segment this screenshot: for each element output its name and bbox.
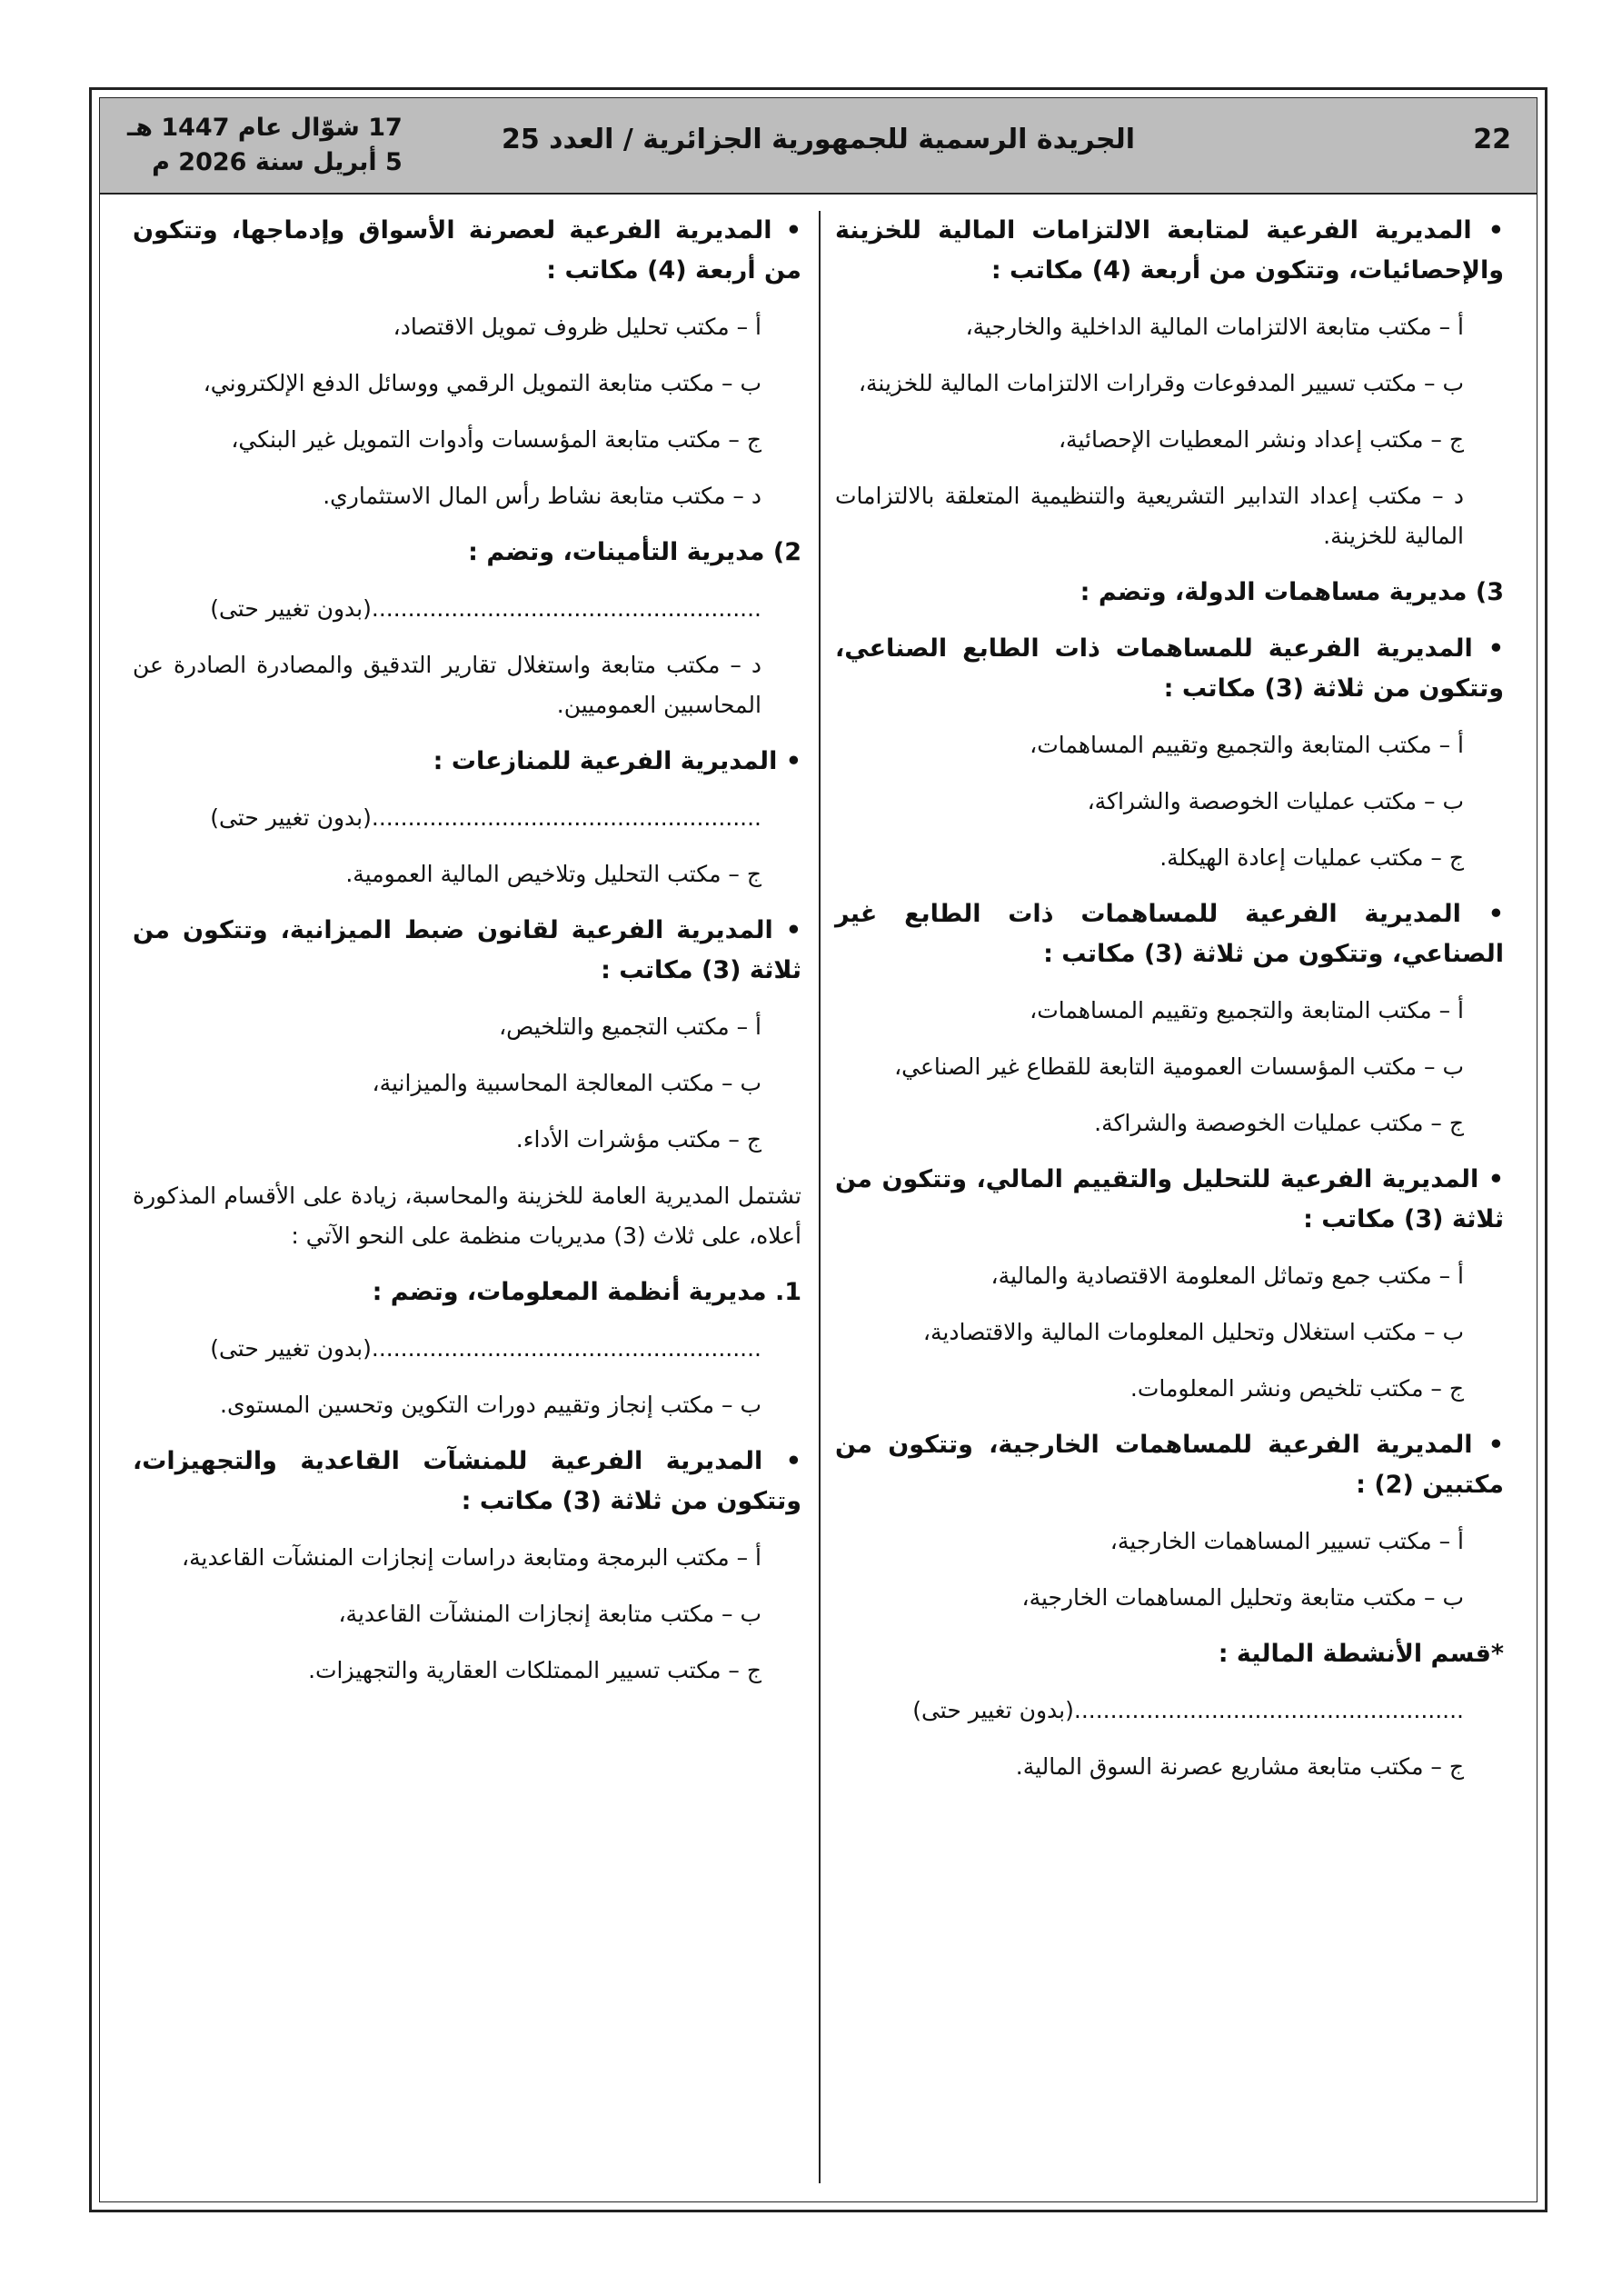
paragraph: أ – مكتب المتابعة والتجميع وتقييم المساهمات، xyxy=(1030,997,1464,1023)
paragraph: ج – مكتب تسيير الممتلكات العقارية والتجهيزات. xyxy=(308,1657,761,1683)
paragraph: • المديرية الفرعية لعصرنة الأسواق وإدماجها، وتتكون من أربعة (4) مكاتب : xyxy=(133,216,801,285)
page xyxy=(36,36,1586,2260)
paragraph: أ – مكتب تحليل ظروف تمويل الاقتصاد، xyxy=(393,314,761,340)
paragraph: • المديرية الفرعية للمساهمات ذات الطابع الصناعي، وتتكون من ثلاثة (3) مكاتب : xyxy=(835,634,1504,703)
paragraph: ب – مكتب متابعة التمويل الرقمي ووسائل الدفع الإلكتروني، xyxy=(203,370,761,396)
paragraph: • المديرية الفرعية للتحليل والتقييم المالي، وتتكون من ثلاثة (3) مكاتب : xyxy=(835,1165,1504,1233)
paragraph: ب – مكتب استغلال وتحليل المعلومات المالية والاقتصادية، xyxy=(922,1319,1464,1345)
paragraph: ج – مكتب متابعة مشاريع عصرنة السوق المالية. xyxy=(1015,1753,1464,1780)
page-frame xyxy=(89,87,1547,2212)
paragraph: ج – مكتب تلخيص ونشر المعلومات. xyxy=(1129,1375,1464,1402)
paragraph: ج – مكتب إعداد ونشر المعطيات الإحصائية، xyxy=(1058,426,1464,453)
paragraph: د – مكتب متابعة واستغلال تقارير التدقيق والمصادرة الصادرة عن المحاسبين العموميين. xyxy=(133,652,761,718)
paragraph: تشتمل المديرية العامة للخزينة والمحاسبة، زيادة على الأقسام المذكورة أعلاه، على ثلاث (3) مديريات منظمة على النحو الآتي : xyxy=(133,1183,801,1249)
paragraph: • المديرية الفرعية للمساهمات ذات الطابع غير الصناعي، وتتكون من ثلاثة (3) مكاتب : xyxy=(835,900,1504,968)
journal-title: الجريدة الرسمية للجمهورية الجزائرية / العدد 25 xyxy=(501,124,1136,155)
paragraph: ج – مكتب عمليات الخوصصة والشراكة. xyxy=(1094,1110,1464,1136)
paragraph: • المديرية الفرعية لقانون ضبط الميزانية، وتتكون من ثلاثة (3) مكاتب : xyxy=(133,916,801,984)
paragraph: • المديرية الفرعية لمتابعة الالتزامات المالية للخزينة والإحصائيات، وتتكون من أربعة (4) مكاتب : xyxy=(835,216,1504,285)
paragraph: *قسم الأنشطة المالية : xyxy=(1218,1640,1504,1668)
gregorian-date: 5 أبريل سنة 2026 م xyxy=(152,148,403,176)
paragraph: 2) مديرية التأمينات، وتضم : xyxy=(468,538,801,566)
paragraph: ب – مكتب عمليات الخوصصة والشراكة، xyxy=(1087,788,1464,814)
paragraph: أ – مكتب متابعة الالتزامات المالية الداخلية والخارجية، xyxy=(965,314,1464,340)
column-divider xyxy=(819,211,821,2183)
paragraph: د – مكتب متابعة نشاط رأس المال الاستثماري. xyxy=(323,483,761,509)
paragraph: ب – مكتب متابعة وتحليل المساهمات الخارجية، xyxy=(1021,1584,1464,1611)
left-column xyxy=(133,211,801,2183)
paragraph: ب – مكتب المعالجة المحاسبية والميزانية، xyxy=(372,1070,761,1096)
paragraph: أ – مكتب جمع وتماثل المعلومة الاقتصادية والمالية، xyxy=(990,1263,1464,1289)
paragraph: 1. مديرية أنظمة المعلومات، وتضم : xyxy=(372,1278,801,1306)
paragraph: • المديرية الفرعية للمنشآت القاعدية والتجهيزات، وتتكون من ثلاثة (3) مكاتب : xyxy=(133,1447,801,1515)
page-frame-inner xyxy=(99,97,1537,2202)
paragraph: ......................................................(بدون تغيير حتى) xyxy=(210,804,761,831)
paragraph: أ – مكتب تسيير المساهمات الخارجية، xyxy=(1110,1528,1464,1554)
paragraph: ......................................................(بدون تغيير حتى) xyxy=(912,1697,1464,1723)
hijri-date: 17 شوّال عام 1447 هـ xyxy=(127,114,403,142)
paragraph: ب – مكتب إنجاز وتقييم دورات التكوين وتحسين المستوى. xyxy=(220,1392,761,1418)
paragraph: ب – مكتب المؤسسات العمومية التابعة للقطاع غير الصناعي، xyxy=(894,1053,1464,1080)
paragraph: ب – مكتب متابعة إنجازات المنشآت القاعدية، xyxy=(338,1601,761,1627)
paragraph: ج – مكتب متابعة المؤسسات وأدوات التمويل غير البنكي، xyxy=(231,426,761,453)
paragraph: د – مكتب إعداد التدابير التشريعية والتنظيمية المتعلقة بالالتزامات المالية للخزينة. xyxy=(835,483,1464,549)
issue-date xyxy=(127,111,403,180)
page-number: 22 xyxy=(1473,124,1511,155)
paragraph: ......................................................(بدون تغيير حتى) xyxy=(210,1335,761,1362)
paragraph: 3) مديرية مساهمات الدولة، وتضم : xyxy=(1080,578,1504,606)
paragraph: ج – مكتب التحليل وتلاخيص المالية العمومية. xyxy=(345,861,761,887)
paragraph: • المديرية الفرعية للمنازعات : xyxy=(433,747,801,775)
paragraph: أ – مكتب المتابعة والتجميع وتقييم المساهمات، xyxy=(1030,732,1464,758)
paragraph: ج – مكتب عمليات إعادة الهيكلة. xyxy=(1159,844,1464,871)
paragraph: ......................................................(بدون تغيير حتى) xyxy=(210,595,761,622)
journal-header xyxy=(100,98,1537,195)
paragraph: أ – مكتب التجميع والتلخيص، xyxy=(499,1013,761,1040)
right-column xyxy=(835,211,1504,2183)
paragraph: ج – مكتب مؤشرات الأداء. xyxy=(515,1126,761,1153)
paragraph: أ – مكتب البرمجة ومتابعة دراسات إنجازات المنشآت القاعدية، xyxy=(182,1544,761,1571)
paragraph: ب – مكتب تسيير المدفوعات وقرارات الالتزامات المالية للخزينة، xyxy=(858,370,1464,396)
paragraph: • المديرية الفرعية للمساهمات الخارجية، وتتكون من مكتبين (2) : xyxy=(835,1431,1504,1499)
